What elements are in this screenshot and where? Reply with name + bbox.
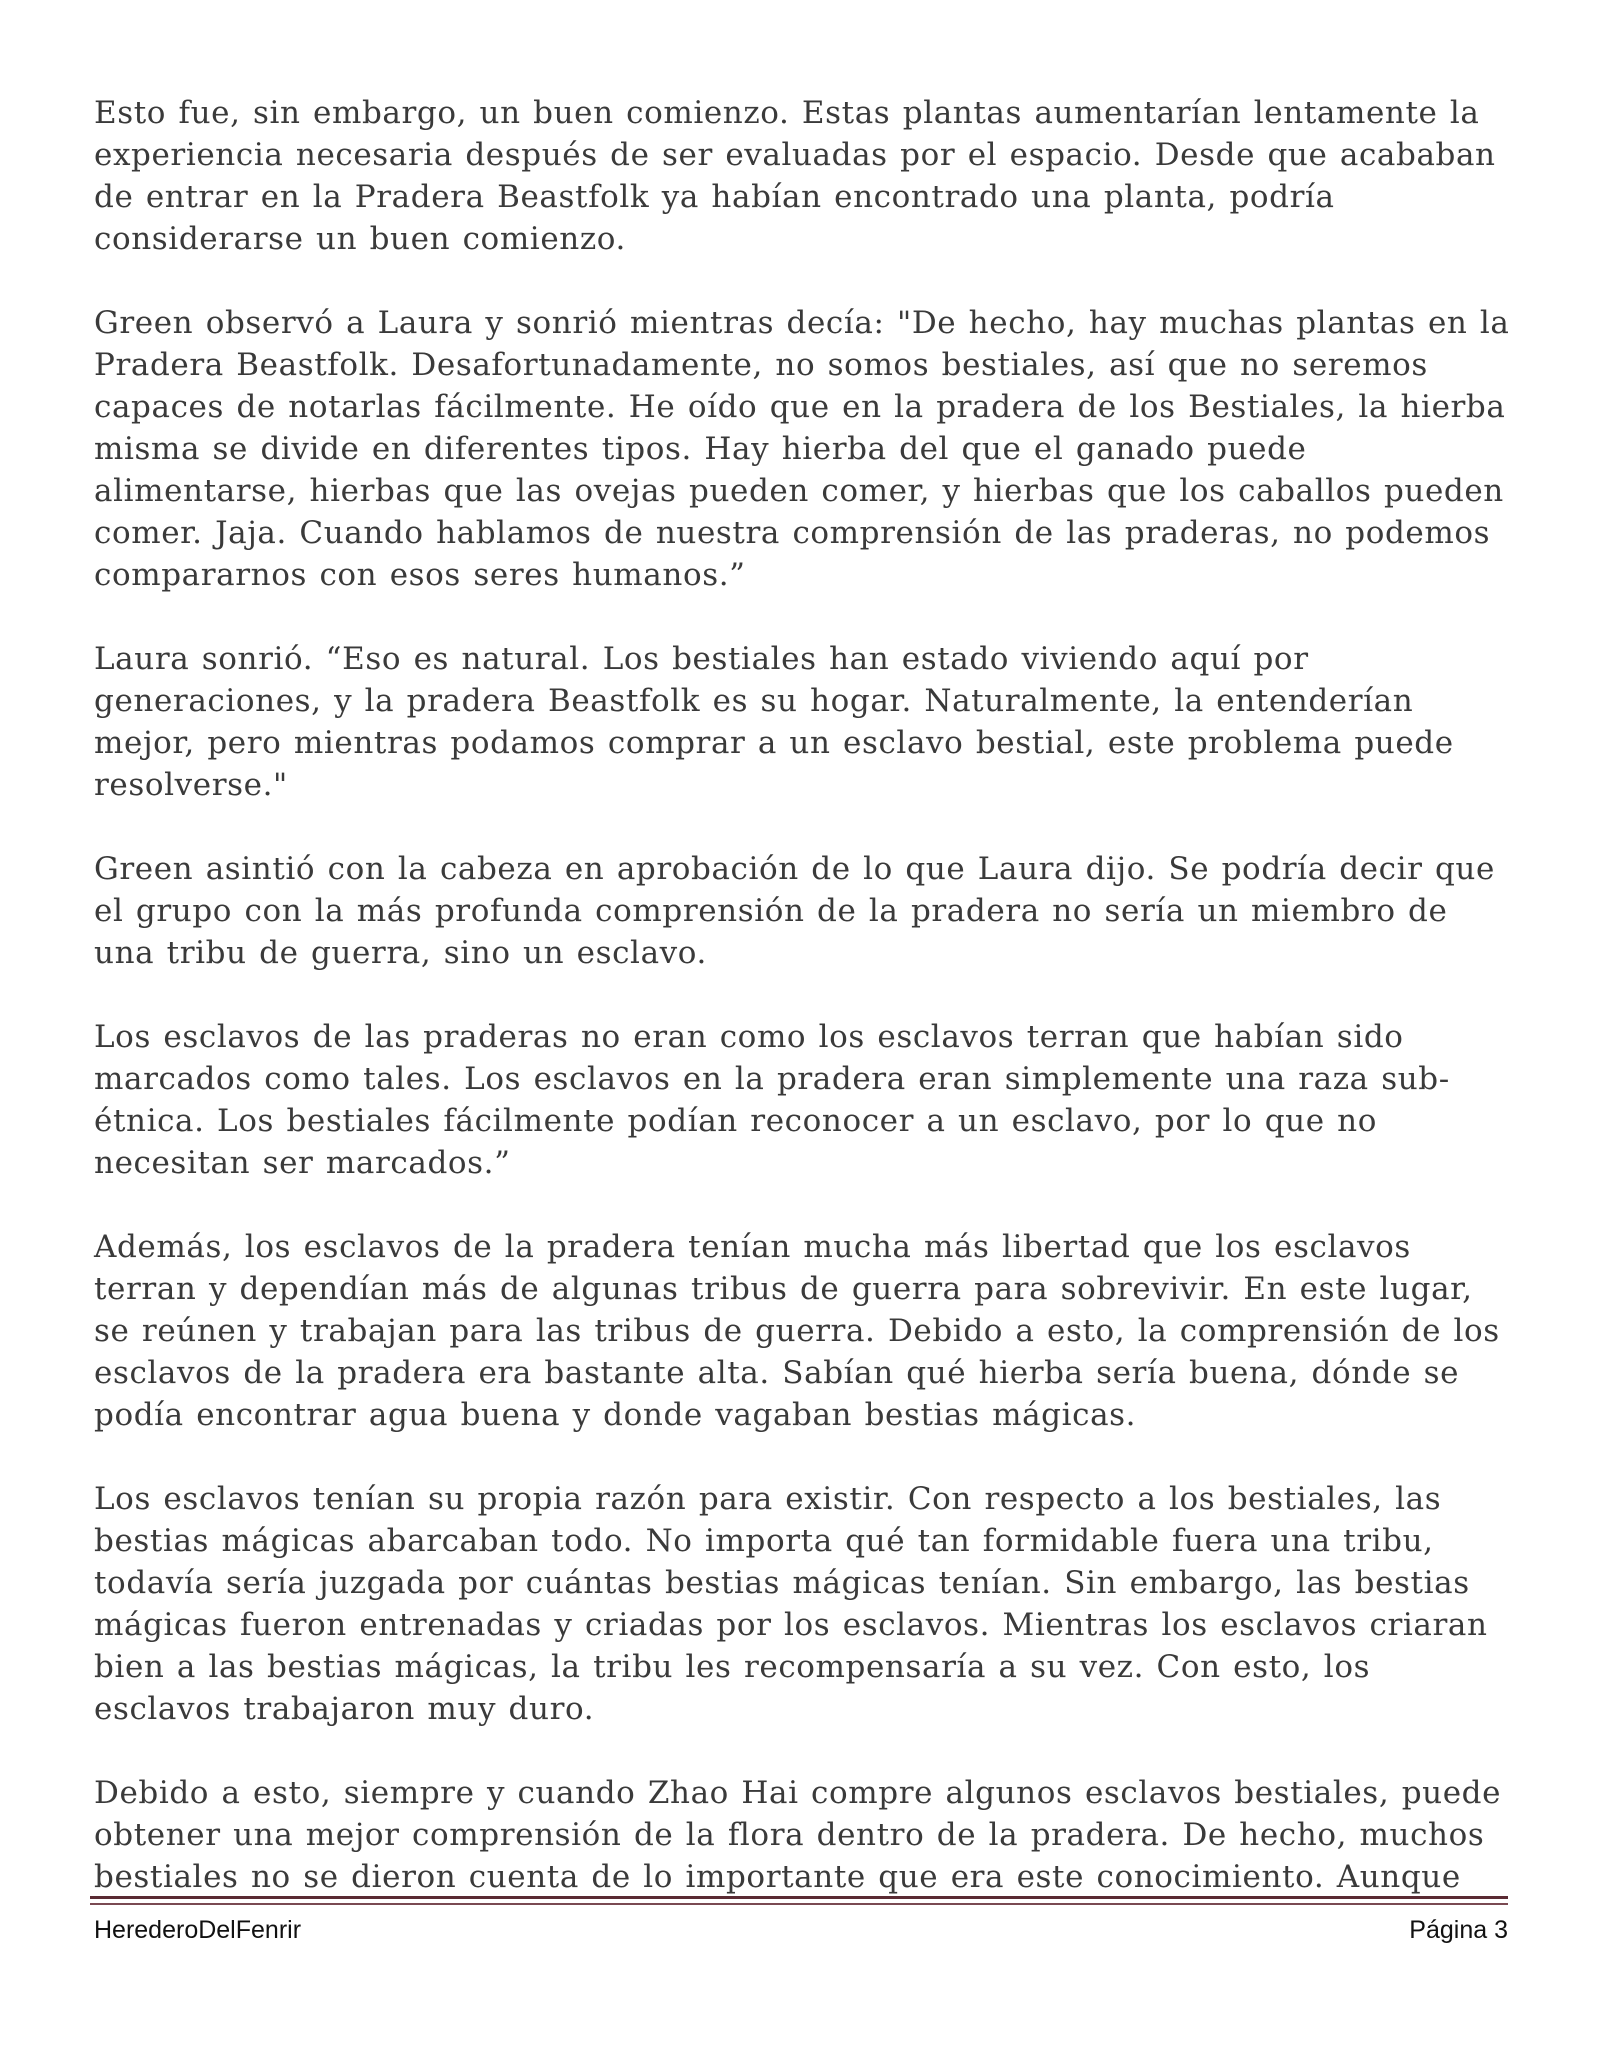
page-footer [94, 1910, 1508, 1950]
paragraph-8: Debido a esto, siempre y cuando Zhao Hai compre algunos esclavos bestiales, puede obtener una mejor comprensión de la flora dentro de la pradera. De hecho, muchos bestiales no se dieron cuenta de lo importante que era este conocimiento. Aunque [94, 1775, 1502, 1895]
paragraph-3: Laura sonrió. “Eso es natural. Los bestiales han estado viviendo aquí por generaciones, y la pradera Beastfolk es su hogar. Naturalmente, la entenderían mejor, pero mientras podamos comprar a un esclavo bestial, este problema puede resolverse." [94, 641, 1454, 803]
paragraph-6: Además, los esclavos de la pradera tenían mucha más libertad que los esclavos terran y dependían más de algunas tribus de guerra para sobrevivir. En este lugar, se reúnen y trabajan para las tribus de guerra. Debido a esto, la comprensión de los esclavos de la pradera era bastante alta. Sabían qué hierba sería buena, dónde se podía encontrar agua buena y donde vagaban bestias mágicas. [94, 1229, 1500, 1433]
footer-rule-top [90, 1896, 1508, 1899]
footer-author: HerederoDelFenrir [94, 1915, 302, 1944]
footer-rule-bottom [90, 1903, 1508, 1905]
paragraph-1: Esto fue, sin embargo, un buen comienzo. Estas plantas aumentarían lentamente la experiencia necesaria después de ser evaluadas por el espacio. Desde que acababan de entrar en la Pradera Beastfolk ya habían encontrado una planta, podría considerarse un buen comienzo. [94, 95, 1496, 257]
paragraph-2: Green observó a Laura y sonrió mientras decía: "De hecho, hay muchas plantas en la Pradera Beastfolk. Desafortunadamente, no somos bestiales, así que no seremos capaces de notarlas fácilmente. He oído que en la pradera de los Bestiales, la hierba misma se divide en diferentes tipos. Hay hierba del que el ganado puede alimentarse, hierbas que las ovejas pueden comer, y hierbas que los caballos pueden comer. Jaja. Cuando hablamos de nuestra comprensión de las praderas, no podemos compararnos con esos seres humanos.” [94, 305, 1510, 593]
body-text [94, 92, 1514, 1940]
paragraph-5: Los esclavos de las praderas no eran como los esclavos terran que habían sido marcados como tales. Los esclavos en la pradera eran simplemente una raza sub-étnica. Los bestiales fácilmente podían reconocer a un esclavo, por lo que no necesitan ser marcados.” [94, 1019, 1450, 1181]
footer-page-number: Página 3 [1409, 1915, 1508, 1944]
paragraph-7: Los esclavos tenían su propia razón para existir. Con respecto a los bestiales, las bestias mágicas abarcaban todo. No importa qué tan formidable fuera una tribu, todavía sería juzgada por cuántas bestias mágicas tenían. Sin embargo, las bestias mágicas fueron entrenadas y criadas por los esclavos. Mientras los esclavos criaran bien a las bestias mágicas, la tribu les recompensaría a su vez. Con esto, los esclavos trabajaron muy duro. [94, 1481, 1488, 1727]
paragraph-4: Green asintió con la cabeza en aprobación de lo que Laura dijo. Se podría decir que el grupo con la más profunda comprensión de la pradera no sería un miembro de una tribu de guerra, sino un esclavo. [94, 851, 1495, 971]
